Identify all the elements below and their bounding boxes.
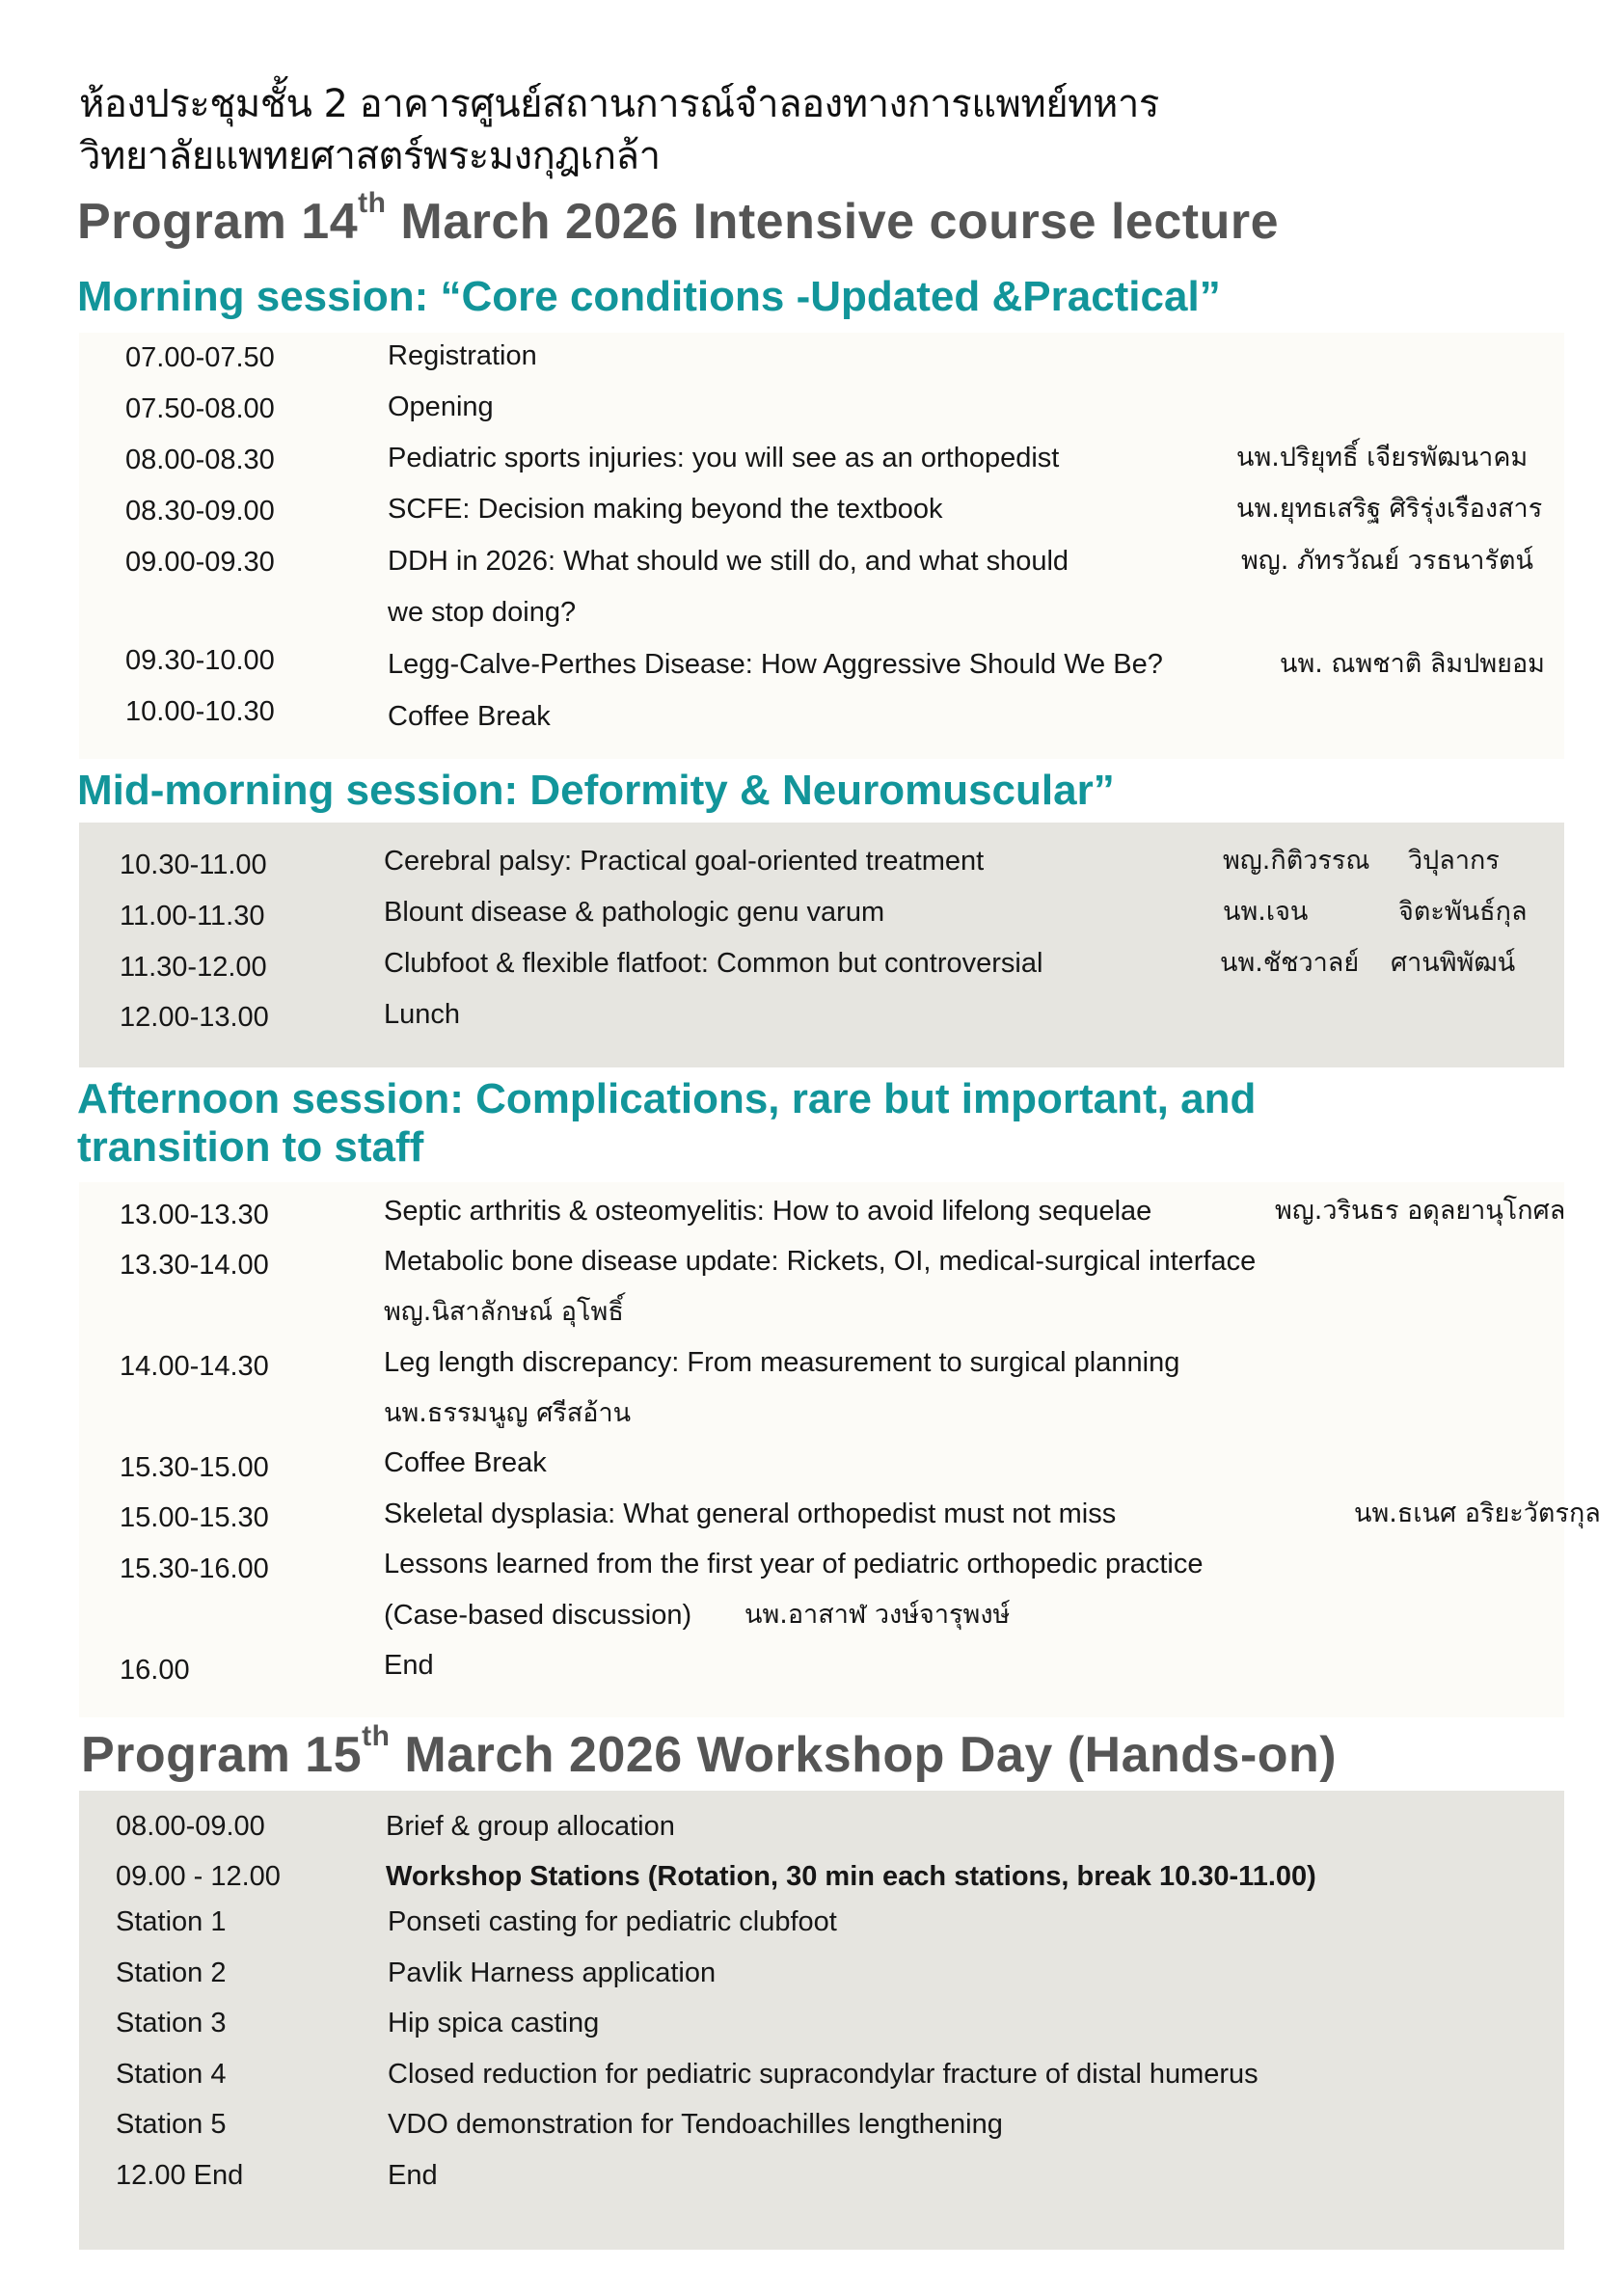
workshop-station-3-label: Station 3 bbox=[116, 2008, 227, 2038]
midmorning-topic-4: Lunch bbox=[384, 999, 461, 1030]
workshop-station-5-topic: VDO demonstration for Tendoachilles lengthening bbox=[388, 2109, 1003, 2140]
workshop-station-2-label: Station 2 bbox=[116, 1958, 227, 1988]
afternoon-topic-7: End bbox=[384, 1650, 434, 1681]
morning-topic-1: Registration bbox=[388, 340, 537, 371]
morning-speaker-5: พญ. ภัทรวัณย์ วรธนารัตน์ bbox=[1241, 546, 1533, 576]
afternoon-session-title-line2: transition to staff bbox=[77, 1123, 424, 1171]
morning-time-5: 09.00-09.30 bbox=[125, 547, 275, 578]
afternoon-topic-1: Septic arthritis & osteomyelitis: How to avoid lifelong sequelae bbox=[384, 1196, 1152, 1227]
morning-topic-2: Opening bbox=[388, 392, 494, 422]
workshop-station-2-topic: Pavlik Harness application bbox=[388, 1958, 717, 1988]
workshop-topic-2: Workshop Stations (Rotation, 30 min each stations, break 10.30-11.00) bbox=[386, 1861, 1316, 1892]
day1-title-sup: th bbox=[358, 187, 387, 219]
morning-speaker-3: นพ.ปริยุทธิ์ เจียรพัฒนาคม bbox=[1236, 443, 1529, 472]
afternoon-topic-3: Leg length discrepancy: From measurement to surgical planning bbox=[384, 1347, 1180, 1378]
day2-title-sup: th bbox=[362, 1720, 391, 1752]
midmorning-time-2: 11.00-11.30 bbox=[120, 901, 265, 932]
afternoon-speaker-6: นพ.อาสาฬ วงษ์จารุพงษ์ bbox=[744, 1600, 1011, 1630]
afternoon-topic-5: Skeletal dysplasia: What general orthopedist must not miss bbox=[384, 1498, 1117, 1529]
morning-speaker-6: นพ. ณพชาติ ลิมปพยอม bbox=[1280, 649, 1545, 679]
morning-topic-5: DDH in 2026: What should we still do, and what should bbox=[388, 546, 1069, 577]
afternoon-speaker-1: พญ.วรินธร อดุลยานุโกศล bbox=[1275, 1196, 1566, 1226]
workshop-time-2: 09.00 - 12.00 bbox=[116, 1861, 281, 1892]
day1-title-suffix: March 2026 Intensive course lecture bbox=[386, 194, 1280, 250]
workshop-topic-1: Brief & group allocation bbox=[386, 1811, 675, 1842]
afternoon-time-2: 13.30-14.00 bbox=[120, 1250, 269, 1281]
afternoon-topic-6-line2: (Case-based discussion) bbox=[384, 1600, 692, 1631]
morning-topic-3: Pediatric sports injuries: you will see as an orthopedist bbox=[388, 443, 1060, 473]
day1-program-title bbox=[77, 187, 1280, 251]
morning-topic-6: Legg-Calve-Perthes Disease: How Aggressive Should We Be? bbox=[388, 649, 1163, 680]
midmorning-time-4: 12.00-13.00 bbox=[120, 1002, 269, 1033]
morning-session-title: Morning session: “Core conditions -Updated &Practical” bbox=[77, 273, 1221, 320]
afternoon-time-6: 15.30-16.00 bbox=[120, 1553, 269, 1584]
morning-schedule-box bbox=[79, 333, 1564, 759]
afternoon-time-4: 15.30-15.00 bbox=[120, 1452, 269, 1483]
morning-time-3: 08.00-08.30 bbox=[125, 445, 275, 475]
midmorning-session-title: Mid-morning session: Deformity & Neuromuscular” bbox=[77, 767, 1115, 814]
midmorning-speaker-3-last: ศานพิพัฒน์ bbox=[1391, 948, 1516, 978]
midmorning-speaker-1-first: พญ.กิติวรรณ bbox=[1223, 846, 1370, 876]
afternoon-speaker-2: พญ.นิสาลักษณ์ อุโพธิ์ bbox=[384, 1297, 624, 1327]
morning-speaker-4: นพ.ยุทธเสริฐ ศิริรุ่งเรืองสาร bbox=[1236, 494, 1543, 524]
venue-line-1: ห้องประชุมชั้น 2 อาคารศูนย์สถานการณ์จำลองทางการแพทย์ทหาร bbox=[79, 82, 1159, 126]
midmorning-topic-1: Cerebral palsy: Practical goal-oriented treatment bbox=[384, 846, 985, 877]
afternoon-topic-6: Lessons learned from the first year of pediatric orthopedic practice bbox=[384, 1549, 1204, 1580]
midmorning-topic-2: Blount disease & pathologic genu varum bbox=[384, 897, 885, 928]
midmorning-speaker-1-last: วิปุลากร bbox=[1408, 846, 1500, 876]
midmorning-time-3: 11.30-12.00 bbox=[120, 952, 267, 983]
morning-time-1: 07.00-07.50 bbox=[125, 342, 275, 373]
morning-topic-7: Coffee Break bbox=[388, 701, 551, 732]
afternoon-schedule-box bbox=[79, 1182, 1601, 1717]
midmorning-speaker-2-first: นพ.เจน bbox=[1223, 897, 1309, 927]
morning-topic-4: SCFE: Decision making beyond the textbook bbox=[388, 494, 943, 525]
venue-line-2: วิทยาลัยแพทยศาสตร์พระมงกุฎเกล้า bbox=[79, 134, 661, 178]
morning-time-6: 09.30-10.00 bbox=[125, 645, 275, 676]
workshop-station-5-label: Station 5 bbox=[116, 2109, 227, 2140]
afternoon-time-1: 13.00-13.30 bbox=[120, 1200, 269, 1230]
morning-time-7: 10.00-10.30 bbox=[125, 696, 275, 727]
day2-program-title bbox=[81, 1720, 1338, 1784]
morning-time-2: 07.50-08.00 bbox=[125, 393, 275, 424]
afternoon-session-title-line1: Afternoon session: Complications, rare but important, and bbox=[77, 1075, 1257, 1122]
midmorning-time-1: 10.30-11.00 bbox=[120, 850, 267, 880]
workshop-end-time: 12.00 End bbox=[116, 2160, 244, 2191]
workshop-station-4-topic: Closed reduction for pediatric supracondylar fracture of distal humerus bbox=[388, 2059, 1259, 2090]
workshop-end-topic: End bbox=[388, 2160, 438, 2191]
afternoon-topic-4: Coffee Break bbox=[384, 1447, 547, 1478]
workshop-station-4-label: Station 4 bbox=[116, 2059, 227, 2090]
day1-title-prefix: Program 14 bbox=[77, 194, 359, 250]
afternoon-speaker-5: นพ.ธเนศ อริยะวัตรกุล bbox=[1354, 1498, 1601, 1528]
afternoon-time-7: 16.00 bbox=[120, 1655, 190, 1686]
workshop-station-3-topic: Hip spica casting bbox=[388, 2008, 600, 2038]
midmorning-speaker-2-last: จิตะพันธ์กุล bbox=[1398, 897, 1528, 927]
morning-topic-5-line2: we stop doing? bbox=[388, 597, 577, 628]
midmorning-topic-3: Clubfoot & flexible flatfoot: Common but controversial bbox=[384, 948, 1043, 979]
workshop-station-1-topic: Ponseti casting for pediatric clubfoot bbox=[388, 1906, 837, 1937]
midmorning-speaker-3-first: นพ.ชัชวาลย์ bbox=[1220, 948, 1360, 978]
morning-time-4: 08.30-09.00 bbox=[125, 496, 275, 526]
day2-title-suffix: March 2026 Workshop Day (Hands-on) bbox=[390, 1727, 1338, 1783]
workshop-station-1-label: Station 1 bbox=[116, 1906, 227, 1937]
afternoon-time-3: 14.00-14.30 bbox=[120, 1351, 269, 1382]
afternoon-time-5: 15.00-15.30 bbox=[120, 1502, 269, 1533]
afternoon-topic-2: Metabolic bone disease update: Rickets, OI, medical-surgical interface bbox=[384, 1246, 1257, 1277]
workshop-time-1: 08.00-09.00 bbox=[116, 1811, 265, 1842]
day2-title-prefix: Program 15 bbox=[81, 1727, 363, 1783]
midmorning-schedule-box bbox=[79, 823, 1564, 1067]
workshop-schedule-box bbox=[79, 1791, 1564, 2250]
afternoon-speaker-3: นพ.ธรรมนูญ ศรีสอ้าน bbox=[384, 1398, 632, 1428]
